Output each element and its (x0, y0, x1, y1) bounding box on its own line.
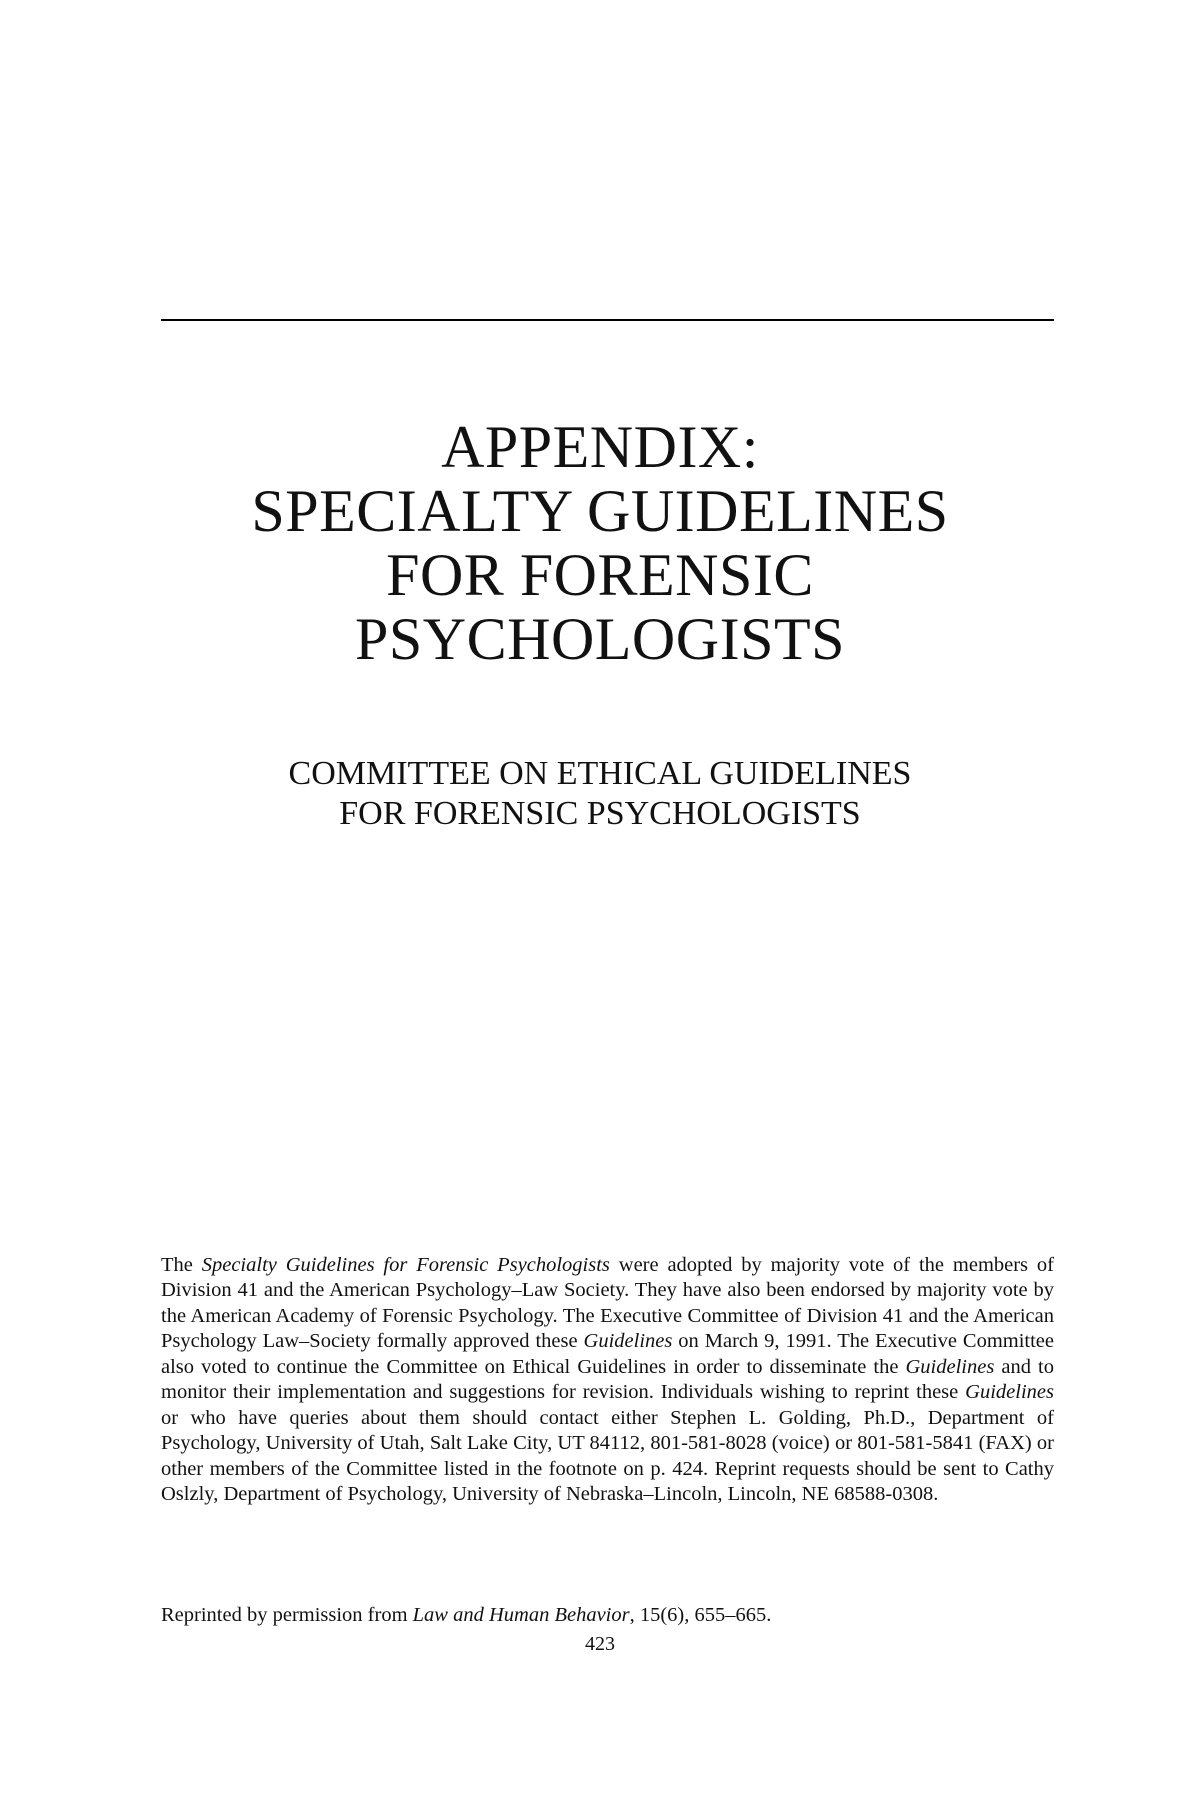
text-run: The (161, 1253, 202, 1276)
title-line: APPENDIX: (441, 414, 759, 480)
author-committee (0, 754, 1200, 834)
page-title (0, 415, 1200, 671)
title-line: FOR FORENSIC (386, 542, 814, 608)
author-line: FOR FORENSIC PSYCHOLOGISTS (339, 795, 861, 832)
top-rule (161, 319, 1054, 321)
title-line: SPECIALTY GUIDELINES (251, 478, 949, 544)
guidelines-italic: Guidelines (583, 1330, 673, 1352)
intro-paragraph (161, 1253, 1054, 1508)
document-title-italic: Specialty Guidelines for Forensic Psychologists (201, 1253, 610, 1276)
text-run: or who have queries about them should contact either Stephen L. Golding, Ph.D., Department of Psychology, University of Utah, Salt Lake City, UT 84112, 801-581-8028 (voice) or 801-581-5841 (FAX) or other members of the Committee listed in the footnote on p. 424. Reprint requests should be sent to Cathy Oslzly, Department of Psychology, University of Nebraska–Lincoln, Lincoln, NE 68588-0308. (161, 1406, 1054, 1505)
journal-title: Law and Human Behavior (412, 1603, 630, 1626)
text-run: and to monitor their implementation and suggestions for revision. Individuals wishing to reprint these (161, 1355, 1055, 1403)
reprint-suffix: , 15(6), 655–665. (629, 1603, 772, 1626)
reprint-notice (161, 1603, 1054, 1629)
guidelines-italic: Guidelines (965, 1381, 1054, 1403)
reprint-prefix: Reprinted by permission from (161, 1603, 413, 1626)
text-run: on March 9, 1991. The Executive Committee also voted to continue the Committee on Ethical Guidelines in order to disseminate the (161, 1330, 1055, 1378)
text-run: were adopted by majority vote of the members of Division 41 and the American Psychology–Law Society. They have also been endorsed by majority vote by the American Academy of Forensic Psychology. The Executive Committee of Division 41 and the American Psychology Law–Society formally approved these (161, 1253, 1054, 1352)
title-line: PSYCHOLOGISTS (355, 606, 845, 672)
page-number: 423 (585, 1633, 615, 1655)
author-line: COMMITTEE ON ETHICAL GUIDELINES (288, 755, 912, 792)
guidelines-italic: Guidelines (905, 1355, 995, 1378)
